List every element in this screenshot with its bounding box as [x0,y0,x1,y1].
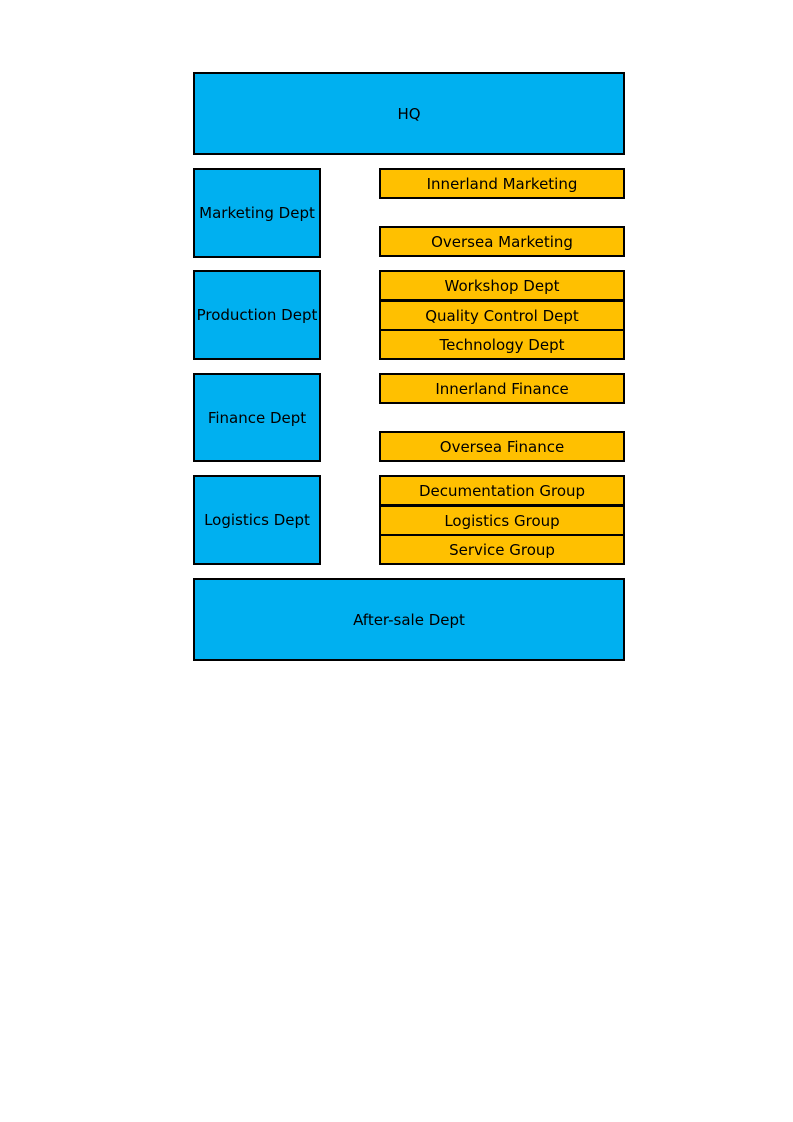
innerland-finance-box [379,373,625,404]
logistics-dept-label: Logistics Dept [204,511,310,529]
innerland-finance-label: Innerland Finance [435,379,569,398]
finance-dept-label: Finance Dept [207,408,307,427]
oversea-finance-label: Oversea Finance [439,437,565,456]
documentation-group-box [379,475,625,506]
oversea-finance-box [379,431,625,462]
production-dept-box [193,270,321,360]
quality-control-dept-label: Quality Control Dept [425,306,579,325]
quality-control-dept-box [379,300,625,331]
marketing-dept-box [193,168,321,258]
finance-dept-box [193,373,321,462]
technology-dept-box [379,329,625,360]
documentation-group-label: Decumentation Group [418,481,586,500]
workshop-dept-box [379,270,625,301]
logistics-dept-box [193,475,321,565]
service-group-box [379,534,625,565]
logistics-group-label: Logistics Group [444,511,560,530]
after-sale-dept-label: After-sale Dept [353,610,465,629]
marketing-dept-label: Marketing Dept [199,204,315,222]
innerland-marketing-box [379,168,625,199]
oversea-marketing-label: Oversea Marketing [431,232,573,251]
logistics-group-box [379,505,625,536]
production-dept-label: Production Dept [196,306,318,324]
hq-label: HQ [397,104,421,123]
workshop-dept-label: Workshop Dept [444,276,560,295]
after-sale-dept-box [193,578,625,661]
oversea-marketing-box [379,226,625,257]
service-group-label: Service Group [449,540,555,559]
hq-box [193,72,625,155]
innerland-marketing-label: Innerland Marketing [426,174,578,193]
technology-dept-label: Technology Dept [439,335,565,354]
